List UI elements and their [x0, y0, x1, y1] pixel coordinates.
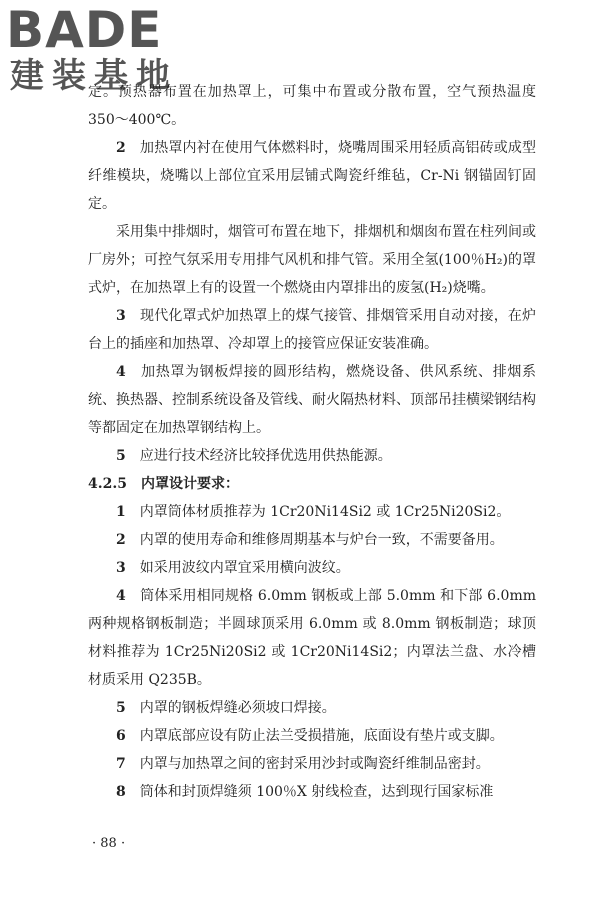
paragraph-14: 8 筒体和封顶焊缝须 100％X 射线检查，达到现行国家标准: [116, 784, 494, 800]
paragraph-3: 3 现代化罩式炉加热罩上的煤气接管、排烟管采用自动对接，在炉台上的插座和加热罩、冷却罩上的接管应保证安装准确。: [88, 308, 537, 352]
section-heading-4-2-5: 4.2.5 内罩设计要求：: [88, 476, 239, 492]
page-number: · 88 ·: [92, 836, 126, 851]
paragraph-9: 3 如采用波纹内罩宜采用横向波纹。: [116, 560, 350, 576]
paragraph-7: 1 内罩筒体材质推荐为 1Cr20Ni14Si2 或 1Cr25Ni20Si2。: [116, 504, 511, 520]
paragraph-1: 2 加热罩内衬在使用气体燃料时，烧嘴周围采用轻质高铝砖或成型纤维模块，烧嘴以上部位宜采用层铺式陶瓷纤维毡，Cr-Ni 钢锚固钉固定。: [88, 140, 537, 212]
paragraph-4: 4 加热罩为钢板焊接的圆形结构，燃烧设备、供风系统、排烟系统、换热器、控制系统设备及管线、耐火隔热材料、顶部吊挂横梁钢结构等都固定在加热罩钢结构上。: [88, 364, 537, 436]
logo-wordmark: BADE: [6, 1, 163, 59]
paragraph-12: 6 内罩底部应设有防止法兰受损措施，底面设有垫片或支脚。: [116, 728, 504, 744]
paragraph-8: 2 内罩的使用寿命和维修周期基本与炉台一致，不需要备用。: [116, 532, 504, 548]
paragraph-13: 7 内罩与加热罩之间的密封采用沙封或陶瓷纤维制品密封。: [116, 756, 490, 772]
paragraph-5: 5 应进行技术经济比较择优选用供热能源。: [116, 448, 392, 464]
document-body: [88, 78, 536, 806]
paragraph-11: 5 内罩的钢板焊缝必须坡口焊接。: [116, 700, 336, 716]
paragraph-10: 4 筒体采用相同规格 6.0mm 钢板或上部 5.0mm 和下部 6.0mm两种规格钢板制造；半圆球顶采用 6.0mm 或 8.0mm 钢板制造；球顶材料推荐为 1Cr25Ni20Si2 或 1Cr20Ni14Si2；内罩法兰盘、水冷槽材质采用 Q235B。: [88, 588, 536, 688]
logo-subtitle: 建装基地: [10, 56, 178, 96]
paragraph-0: 定。预热器布置在加热罩上，可集中布置或分散布置，空气预热温度 350～400℃。: [88, 84, 536, 128]
paragraph-2: 采用集中排烟时，烟管可布置在地下，排烟机和烟囱布置在柱列间或厂房外；可控气氛采用专用排气风机和排气管。采用全氢(100％H₂)的罩式炉，在加热罩上有的设置一个燃烧由内罩排出的废氢(H₂)烧嘴。: [88, 224, 536, 296]
